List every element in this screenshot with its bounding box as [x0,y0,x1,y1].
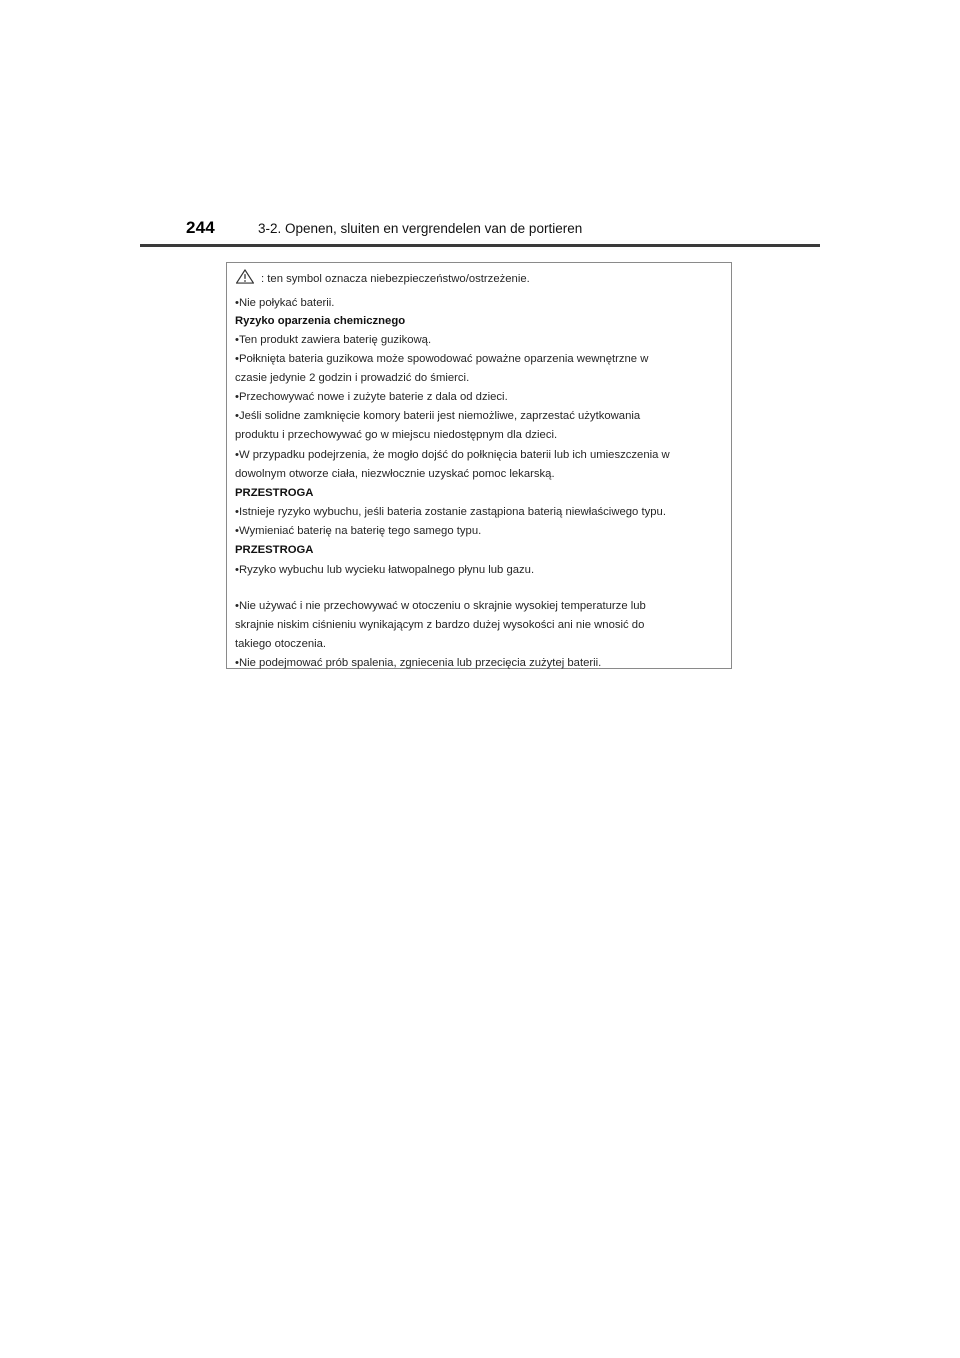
warning-box [226,262,732,669]
warning-line-13: •Wymieniać baterię na baterię tego samego typu. [235,525,482,537]
warning-line-1: •Nie połykać baterii. [235,297,335,309]
header-rule [140,244,820,247]
caution-heading-2: PRZESTROGA [235,544,314,556]
warning-line-6: •Przechowywać nowe i zużyte baterie z dala od dzieci. [235,391,508,403]
warning-line-8: produktu i przechowywać go w miejscu niedostępnym dla dzieci. [235,429,558,441]
symbol-note-line [235,269,530,286]
warning-line-15: •Ryzyko wybuchu lub wycieku łatwopalnego płynu lub gazu. [235,564,535,576]
symbol-note-text: : ten symbol oznacza niebezpieczeństwo/ostrzeżenie. [261,273,530,285]
page-number: 244 [186,218,215,237]
caution-heading-1: PRZESTROGA [235,487,314,499]
warning-line-5: czasie jedynie 2 godzin i prowadzić do śmierci. [235,372,470,384]
warning-line-18: takiego otoczenia. [235,638,327,650]
warning-line-19: •Nie podejmować prób spalenia, zgniecenia lub przecięcia zużytej baterii. [235,657,602,669]
warning-line-17: skrajnie niskim ciśnieniu wynikającym z bardzo dużej wysokości ani nie wnosić do [235,619,645,631]
warning-line-3: •Ten produkt zawiera baterię guzikową. [235,334,432,346]
warning-line-7: •Jeśli solidne zamknięcie komory baterii jest niemożliwe, zaprzestać użytkowania [235,410,641,422]
warning-line-16: •Nie używać i nie przechowywać w otoczeniu o skrajnie wysokiej temperaturze lub [235,600,646,612]
warning-triangle-icon [235,269,255,284]
chemical-burn-heading: Ryzyko oparzenia chemicznego [235,315,406,327]
warning-line-10: dowolnym otworze ciała, niezwłocznie uzyskać pomoc lekarską. [235,468,555,480]
section-title: 3-2. Openen, sluiten en vergrendelen van de portieren [258,221,583,236]
warning-line-12: •Istnieje ryzyko wybuchu, jeśli bateria zostanie zastąpiona baterią niewłaściwego typu. [235,506,666,518]
warning-line-4: •Połknięta bateria guzikowa może spowodować poważne oparzenia wewnętrzne w [235,353,649,365]
warning-line-9: •W przypadku podejrzenia, że mogło dojść do połknięcia baterii lub ich umieszczenia w [235,449,670,461]
